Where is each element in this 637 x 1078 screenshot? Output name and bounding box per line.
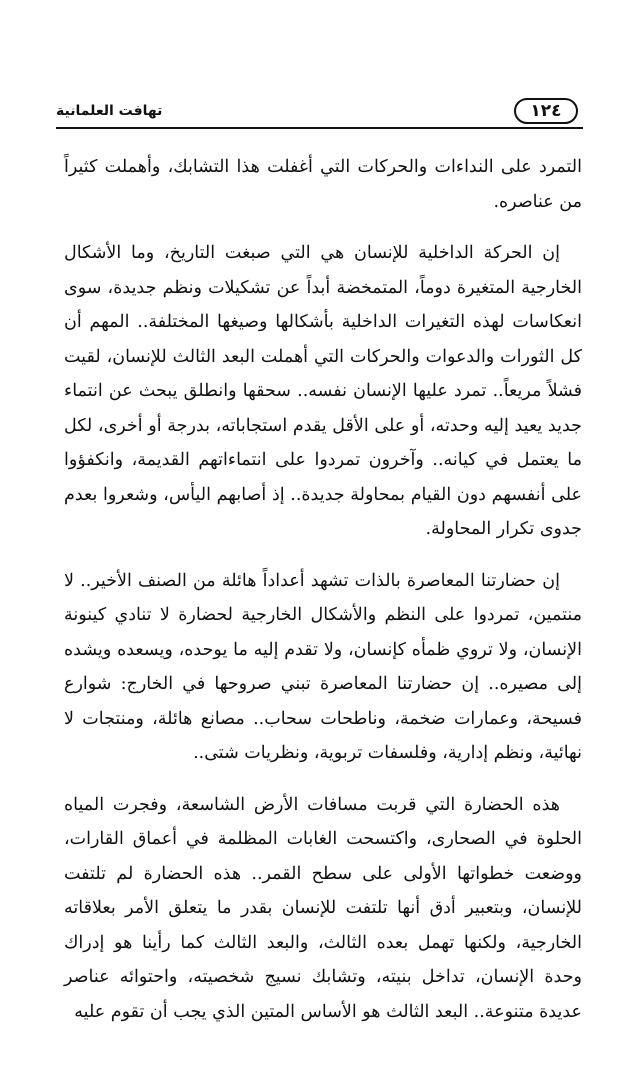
- page-header: [56, 98, 578, 126]
- running-title: تهافت العلمانية: [56, 103, 163, 119]
- paragraph: إن الحركة الداخلية للإنسان هي التي صبغت التاريخ، وما الأشكال الخارجية المتغيرة دوماً، المتمخضة أبداً عن تشكيلات ونظم جديدة، سوى انعكاسات لهذه التغيرات الداخلية بأشكالها وصيغها المختلفة.. المهم أن كل الثورات والدعوات والحركات التي أهملت البعد الثالث للإنسان، لقيت فشلاً مريعاً.. تمرد عليها الإنسان نفسه.. سحقها وانطلق يبحث عن انتماء جديد يعيد إليه وحدته، أو على الأقل يقدم استجاباته، بدرجة أو أخرى، لكل ما يعتمل في كيانه.. وآخرون تمردوا على انتماءاتهم القديمة، وانكفؤوا على أنفسهم دون القيام بمحاولة جديدة.. إذ أصابهم اليأس، وشعروا بعدم جدوى تكرار المحاولة.: [64, 243, 582, 539]
- paragraph: هذه الحضارة التي قربت مسافات الأرض الشاسعة، وفجرت المياه الحلوة في الصحارى، واكتسحت الغابات المظلمة في أعماق القارات، ووضعت خطواتها الأولى على سطح القمر.. هذه الحضارة لم تلتفت للإنسان، وبتعبير أدق أنها تلتفت للإنسان بقدر ما يتعلق الأمر بعلاقاته الخارجية، ولكنها تهمل بعده الثالث، والبعد الثالث كما رأينا هو إدراك وحدة الإنسان، تداخل بنيته، وتشابك نسيج شخصيته، واحتوائه عناصر عديدة متنوعة.. البعد الثالث هو الأساس المتين الذي يجب أن تقوم عليه: [64, 794, 582, 1022]
- page-body: [64, 150, 582, 1029]
- paragraph: التمرد على النداءات والحركات التي أغفلت هذا التشابك، وأهملت كثيراً من عناصره.: [64, 157, 582, 212]
- paragraph: إن حضارتنا المعاصرة بالذات تشهد أعداداً هائلة من الصنف الأخير.. لا منتمين، تمردوا على النظم والأشكال الخارجية لحضارة لا تنادي كينونة الإنسان، ولا تروي ظمأه كإنسان، ولا تقدم إليه ما يوحده، ويسعده ويشده إلى مصيره.. إن حضارتنا المعاصرة تبني صروحها في الخارج: شوارع فسيحة، وعمارات ضخمة، وناطحات سحاب.. مصانع هائلة، ومنتجات لا نهائية، ونظم إدارية، وفلسفات تربوية، ونظريات شتى..: [64, 570, 582, 763]
- header-rule: [56, 127, 583, 129]
- page-number: ١٢٤: [514, 98, 578, 124]
